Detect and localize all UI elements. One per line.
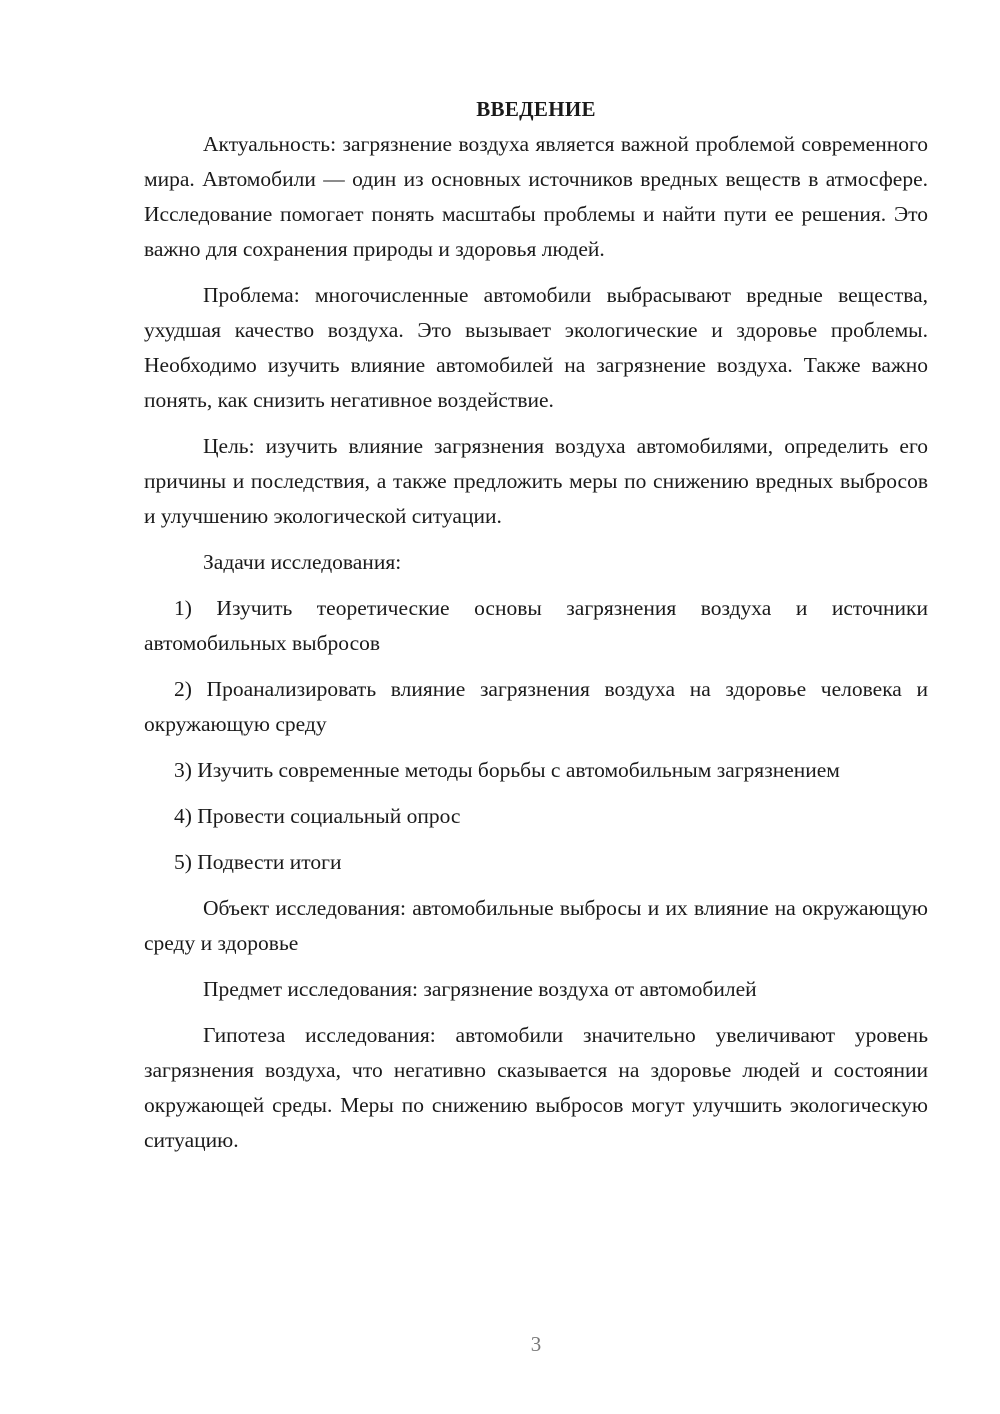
section-title: ВВЕДЕНИЕ bbox=[476, 97, 596, 121]
task-item-4: 4) Провести социальный опрос bbox=[174, 804, 461, 828]
paragraph-relevance: Актуальность: загрязнение воздуха является важной проблемой современного мира. Автомобили — один из основных источников вредных веществ в атмосфере. Исследование помогает понять масштабы проблемы и найти пути ее решения. Это важно для сохранения природы и здоровья людей. bbox=[144, 132, 928, 261]
paragraph-problem: Проблема: многочисленные автомобили выбрасывают вредные вещества, ухудшая качество воздуха. Это вызывает экологические и здоровье проблемы. Необходимо изучить влияние автомобилей на загрязнение воздуха. Также важно понять, как снизить негативное воздействие. bbox=[144, 283, 928, 412]
task-item-2: 2) Проанализировать влияние загрязнения воздуха на здоровье человека и окружающую среду bbox=[144, 677, 928, 736]
paragraph-object: Объект исследования: автомобильные выбросы и их влияние на окружающую среду и здоровье bbox=[144, 896, 928, 955]
paragraph-tasks-heading: Задачи исследования: bbox=[203, 550, 402, 574]
task-item-1: 1) Изучить теоретические основы загрязнения воздуха и источники автомобильных выбросов bbox=[144, 596, 928, 655]
page-number: 3 bbox=[530, 1332, 542, 1356]
task-item-3: 3) Изучить современные методы борьбы с автомобильным загрязнением bbox=[174, 758, 840, 782]
document-page bbox=[144, 92, 928, 1158]
task-item-5: 5) Подвести итоги bbox=[174, 850, 342, 874]
paragraph-hypothesis: Гипотеза исследования: автомобили значительно увеличивают уровень загрязнения воздуха, что негативно сказывается на здоровье людей и состоянии окружающей среды. Меры по снижению выбросов могут улучшить экологическую ситуацию. bbox=[144, 1023, 928, 1152]
paragraph-goal: Цель: изучить влияние загрязнения воздуха автомобилями, определить его причины и последствия, а также предложить меры по снижению вредных выбросов и улучшению экологической ситуации. bbox=[144, 434, 928, 528]
paragraph-subject: Предмет исследования: загрязнение воздуха от автомобилей bbox=[203, 977, 757, 1001]
